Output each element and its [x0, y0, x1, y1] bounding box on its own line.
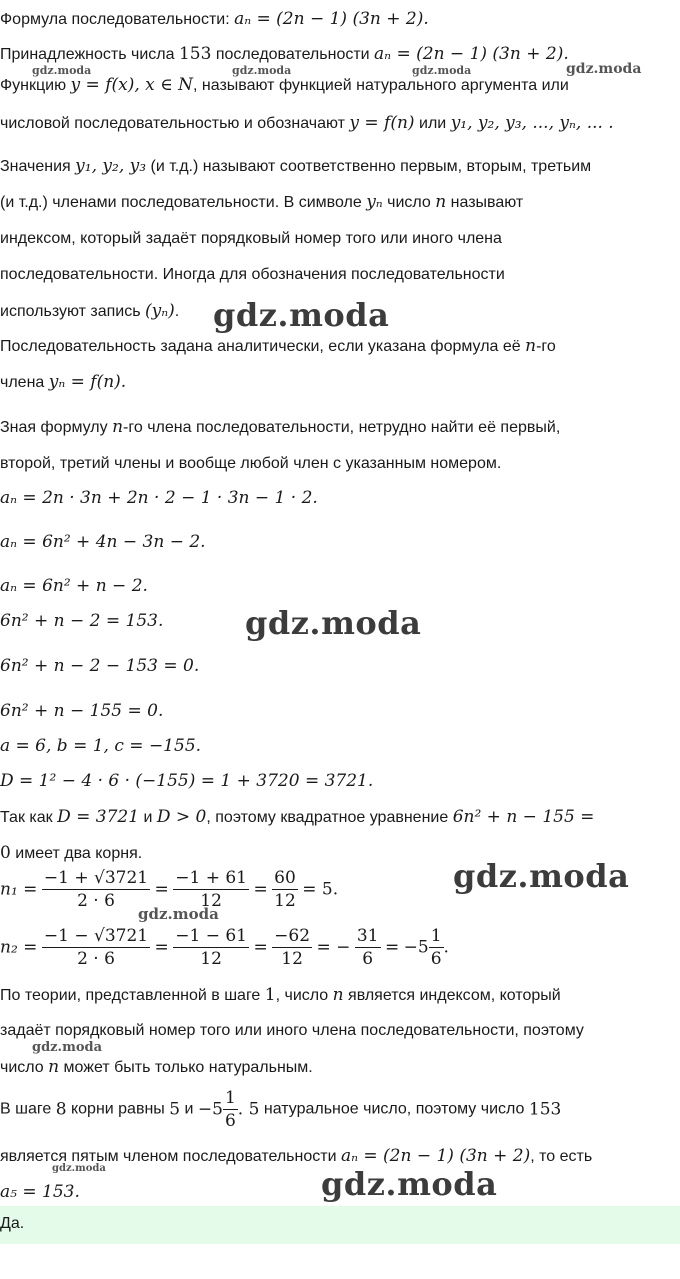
equation-simplify: aₙ = 6n² + 4n − 3n − 2.	[0, 532, 206, 552]
root-n2	[0, 925, 449, 973]
text: .	[174, 303, 180, 320]
watermark: gdz.moda	[321, 1165, 498, 1203]
fraction	[173, 925, 249, 970]
math: n	[435, 192, 447, 212]
equation-coefficients: a = 6, b = 1, c = −155.	[0, 736, 202, 756]
numerator: −62	[274, 926, 311, 946]
text: В шаге	[0, 1100, 56, 1118]
text: По теории, представленной в шаге	[0, 987, 265, 1004]
text: число	[382, 194, 436, 211]
denominator: 6	[430, 949, 442, 969]
math: 8	[55, 1099, 67, 1120]
text: Принадлежность числа	[0, 46, 179, 63]
math: yₙ = f(n).	[48, 372, 127, 392]
denominator: 6	[362, 949, 374, 969]
text: Последовательность задана аналитически, если указана формула её	[0, 338, 526, 355]
numerator: −1 − √3721	[43, 926, 149, 946]
text: является индексом, который	[343, 987, 561, 1004]
text: (и т.д.) называют соответственно первым, вторым, третьим	[146, 158, 592, 175]
math: 153	[528, 1099, 562, 1120]
watermark: gdz.moda	[412, 64, 472, 77]
equation-quadratic: 6n² + n − 155 = 0.	[0, 701, 164, 721]
answer-text: Да.	[0, 1215, 25, 1232]
equation-set-153: 6n² + n − 2 = 153.	[0, 611, 164, 631]
equals: =	[253, 879, 268, 900]
line-index	[0, 228, 502, 250]
math: . 5	[237, 1099, 260, 1120]
watermark: gdz.moda	[52, 1163, 106, 1174]
text: члена	[0, 374, 49, 391]
text: Функцию	[0, 77, 71, 94]
text: корни равны	[66, 1100, 170, 1118]
math: 6n² + n − 155 =	[452, 807, 595, 827]
fraction	[42, 867, 150, 912]
math: n	[112, 417, 124, 437]
equation-zero: 6n² + n − 2 − 153 = 0.	[0, 656, 200, 676]
equation-expand: aₙ = 2n · 3n + 2n · 2 − 1 · 3n − 1 · 2.	[0, 488, 318, 508]
math: (yₙ)	[145, 301, 175, 321]
equation-a5: a₅ = 153.	[0, 1182, 80, 1202]
math: n	[48, 1057, 60, 1077]
equation-result: aₙ = 6n² + n − 2.	[0, 576, 148, 596]
answer-box	[0, 1206, 680, 1244]
line-formula	[0, 8, 429, 31]
line-record	[0, 300, 179, 323]
line-order-number	[0, 1020, 584, 1042]
whole-part: −5	[403, 937, 429, 958]
denominator: 12	[200, 949, 222, 969]
math: 1	[264, 985, 276, 1005]
math: yₙ	[366, 192, 383, 212]
text: Зная формулу	[0, 419, 113, 436]
text: называют	[446, 194, 524, 211]
math: y = f(n)	[349, 113, 415, 133]
line-any-member	[0, 453, 501, 475]
numerator: 60	[274, 868, 296, 888]
text: имеет два корня.	[10, 845, 143, 862]
math: n₂ =	[0, 937, 38, 958]
math: 153	[178, 44, 212, 64]
text: -го члена последовательности, нетрудно найти её первый,	[123, 419, 561, 436]
text: последовательности. Иногда для обозначения последовательности	[0, 266, 505, 283]
text: и	[180, 1100, 198, 1118]
math: aₙ = (2n − 1) (3n + 2)	[340, 1146, 531, 1166]
text: Формула последовательности:	[0, 11, 235, 28]
text: натуральное число, поэтому число	[259, 1100, 529, 1118]
denominator: 12	[200, 891, 222, 911]
watermark: gdz.moda	[453, 857, 630, 895]
text: Значения	[0, 158, 76, 175]
watermark: gdz.moda	[213, 296, 390, 334]
text: и	[139, 809, 157, 826]
math: 0	[0, 843, 11, 863]
text: , называют функцией натурального аргумента или	[193, 77, 569, 94]
math: y₁, y₂, y₃, ..., yₙ, ... .	[450, 113, 614, 133]
fraction	[272, 867, 298, 912]
line-members	[0, 191, 523, 214]
math: y₁, y₂, y₃	[75, 156, 147, 176]
fraction	[355, 925, 381, 970]
denominator: 2 · 6	[77, 891, 115, 911]
line-analytic	[0, 335, 556, 358]
math: aₙ = (2n − 1) (3n + 2).	[234, 9, 429, 29]
watermark: gdz.moda	[245, 604, 422, 642]
line-values	[0, 155, 591, 178]
math: 5	[169, 1099, 181, 1120]
equals: =	[154, 937, 169, 958]
fraction	[429, 925, 444, 970]
text: второй, третий члены и вообще любой член с указанным номером.	[0, 455, 502, 472]
math: n	[525, 336, 537, 356]
watermark: gdz.moda	[566, 61, 642, 77]
line-since-d	[0, 806, 594, 829]
math: D > 0	[156, 807, 207, 827]
math: n₁ =	[0, 879, 38, 900]
line-notation	[0, 112, 614, 135]
numerator: −1 + 61	[175, 868, 247, 888]
watermark: gdz.moda	[32, 64, 92, 77]
math: D = 3721	[57, 807, 140, 827]
text: последовательности	[211, 46, 375, 63]
equals: =	[154, 879, 169, 900]
line-theory	[0, 984, 561, 1007]
text: -го	[536, 338, 556, 355]
numerator: −1 − 61	[175, 926, 247, 946]
numerator: 1	[224, 1088, 236, 1108]
text: , число	[275, 987, 333, 1004]
fraction	[223, 1087, 238, 1132]
math: aₙ = (2n − 1) (3n + 2).	[374, 44, 569, 64]
fraction	[272, 925, 312, 970]
equals: =	[253, 937, 268, 958]
text: или	[414, 115, 451, 132]
line-function-def	[0, 74, 569, 97]
denominator: 12	[274, 891, 296, 911]
line-member-formula	[0, 371, 126, 394]
line-membership	[0, 43, 569, 66]
text: может быть только натуральным.	[59, 1059, 313, 1076]
text: (и т.д.) членами последовательности. В символе	[0, 194, 367, 211]
watermark: gdz.moda	[138, 905, 219, 923]
line-two-roots	[0, 842, 142, 865]
fraction	[42, 925, 150, 970]
text: , то есть	[530, 1148, 593, 1165]
text: является пятым членом последовательности	[0, 1148, 341, 1165]
whole-part: −5	[197, 1099, 223, 1120]
watermark: gdz.moda	[232, 64, 292, 77]
math: = 5.	[302, 879, 339, 900]
text: Так как	[0, 809, 58, 826]
math: y = f(x), x ∈ N	[70, 75, 194, 95]
equation-discriminant: D = 1² − 4 · 6 · (−155) = 1 + 3720 = 3721.	[0, 771, 374, 791]
text: числовой последовательностью и обозначают	[0, 115, 350, 132]
period: .	[443, 937, 449, 958]
denominator: 6	[224, 1111, 236, 1131]
text: используют запись	[0, 303, 146, 320]
numerator: −1 + √3721	[43, 868, 149, 888]
watermark: gdz.moda	[32, 1040, 103, 1055]
equals: =	[384, 937, 400, 958]
text: число	[0, 1059, 49, 1076]
line-natural	[0, 1056, 313, 1079]
line-step8	[0, 1087, 561, 1132]
line-knowing	[0, 416, 560, 439]
math: n	[332, 985, 344, 1005]
text: , поэтому квадратное уравнение	[206, 809, 453, 826]
numerator: 1	[430, 926, 442, 946]
line-sequence-note	[0, 264, 505, 286]
text: индексом, который задаёт порядковый номер того или иного члена	[0, 230, 502, 247]
denominator: 12	[281, 949, 303, 969]
numerator: 31	[356, 926, 379, 946]
equals: = −	[316, 937, 351, 958]
text: задаёт порядковый номер того или иного члена последовательности, поэтому	[0, 1022, 584, 1039]
denominator: 2 · 6	[77, 949, 115, 969]
